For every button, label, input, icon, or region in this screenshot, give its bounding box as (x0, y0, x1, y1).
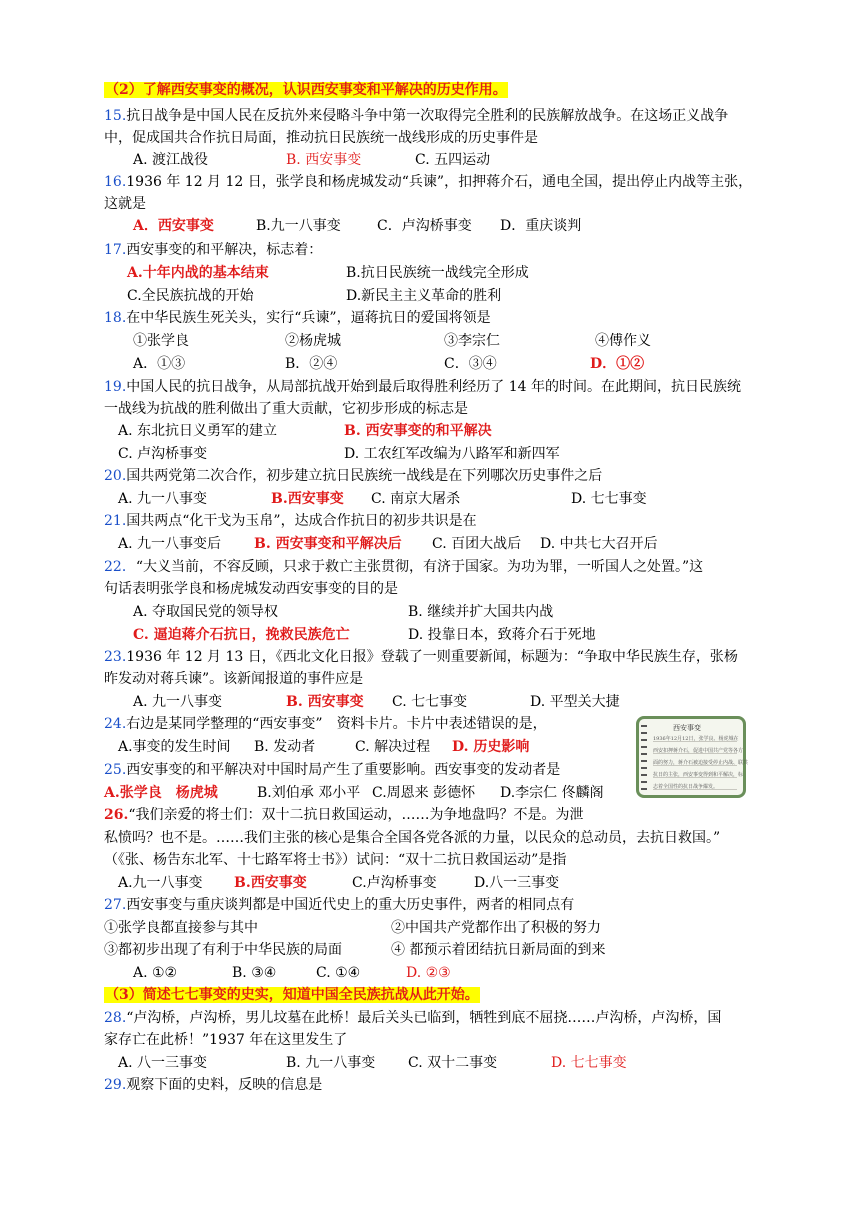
q23-option-d: D. 平型关大捷 (530, 694, 620, 710)
q20-line1: 20.国共两党第二次合作，初步建立抗日民族统一战线是在下列哪次历史事件之后 (104, 468, 603, 484)
card-binding-rings (641, 725, 647, 791)
q17-option-a: A.十年内战的基本结束 (127, 265, 269, 281)
q26-line3: （《张、杨告东北军、十七路军将士书》）试问：“双十二抗日救国运动”是指 (104, 852, 567, 868)
q16-option-d: D．重庆谈判 (500, 218, 582, 234)
q22-option-b: B. 继续并扩大国共内战 (408, 604, 554, 620)
q17-option-b: B.抗日民族统一战线完全形成 (346, 265, 529, 281)
q27-option-d: D. ②③ (406, 965, 451, 981)
q16-option-c: C．卢沟桥事变 (377, 218, 472, 234)
q23-option-b: B. 西安事变 (286, 694, 364, 710)
q20-option-c: C. 南京大屠杀 (371, 491, 461, 507)
q20-option-a: A. 九一八事变 (118, 491, 208, 507)
q16-option-b: B.九一八事变 (256, 218, 341, 234)
q16-line1: 16.1936 年 12 月 12 日，张学良和杨虎城发动“兵谏”，扣押蒋介石，通电全国，提出停止内战等主张， (104, 174, 753, 190)
xian-incident-card-image (636, 716, 749, 798)
q19-line1: 19.中国人民的抗日战争，从局部抗战开始到最后取得胜利经历了 14 年的时间。在此期间，抗日民族统 (104, 379, 741, 395)
q22-option-a: A. 夺取国民党的领导权 (133, 604, 279, 620)
q17-line1: 17.西安事变的和平解决，标志着： (104, 242, 323, 258)
q21-option-b: B. 西安事变和平解决后 (254, 536, 402, 552)
card-text-line: 1936年12月12日，张学良、杨虎城在 (653, 736, 739, 742)
q15-line1: 15.抗日战争是中国人民在反抗外来侵略斗争中第一次取得完全胜利的民族解放战争。在这场正义战争 (104, 108, 729, 124)
q18-option-d: D．①② (590, 356, 645, 372)
q19-option-a: A. 东北抗日义勇军的建立 (118, 423, 278, 439)
q17-option-d: D.新民主主义革命的胜利 (346, 288, 502, 304)
q27-item-3: ③都初步出现了有利于中华民族的局面 (104, 942, 342, 958)
q29-line1: 29.观察下面的史料，反映的信息是 (104, 1077, 323, 1093)
section-2-heading: （2）了解西安事变的概况，认识西安事变和平解决的历史作用。 (105, 82, 507, 98)
q26-line1: 26.“我们亲爱的将士们：双十二抗日救国运动，……为争地盘吗？不是。为泄 (104, 807, 584, 823)
q28-line1: 28.“卢沟桥，卢沟桥，男儿坟墓在此桥！最后关头已临到，牺牲到底不屈挠……卢沟桥，卢沟桥，国 (104, 1010, 722, 1026)
q26-option-c: C.卢沟桥事变 (352, 875, 437, 891)
q26-option-b: B.西安事变 (234, 875, 307, 891)
q19-option-b: B. 西安事变的和平解决 (344, 423, 492, 439)
q22-option-d: D. 投靠日本，致蒋介石于死地 (408, 627, 596, 643)
q18-item-4: ④傅作义 (595, 333, 651, 349)
q28-option-d: D. 七七事变 (551, 1055, 627, 1071)
q27-line1: 27.西安事变与重庆谈判都是中国近代史上的重大历史事件，两者的相同点有 (104, 897, 575, 913)
q21-option-c: C. 百团大战后 (432, 536, 522, 552)
q28-option-b: B. 九一八事变 (286, 1055, 376, 1071)
q18-option-a: A．①③ (133, 356, 186, 372)
card-text-line: 抗日的主张，西安事变得到和平解决，标 (653, 772, 744, 778)
q16-line2: 这就是 (104, 196, 146, 212)
q26-option-d: D.八一三事变 (474, 875, 560, 891)
q25-option-b: B.刘伯承 邓小平 (257, 785, 361, 801)
q26-line2: 私愤吗？也不是。……我们主张的核心是集合全国各党各派的力量，以民众的总动员，去抗日救国。” (104, 830, 721, 846)
q18-item-3: ③李宗仁 (444, 333, 500, 349)
q15-option-b: B. 西安事变 (286, 152, 362, 168)
card-text-line: 西安扣押蒋介石，促进中国共产党等各方 (653, 748, 744, 754)
q20-option-b: B.西安事变 (271, 491, 344, 507)
q28-option-a: A. 八一三事变 (118, 1055, 208, 1071)
q15-option-c: C. 五四运动 (415, 152, 491, 168)
q22-line1: 22．“大义当前，不容反顾，只求于救亡主张贯彻，有济于国家。为功为罪，一听国人之处置。”这 (104, 559, 704, 575)
card-text-line: 志着全国性的抗日战争爆发。 (653, 784, 719, 790)
q23-line2: 昨发动对蒋兵谏”。该新闻报道的事件应是 (104, 671, 364, 687)
q25-option-c: C.周恩来 彭德怀 (372, 785, 476, 801)
section-3-heading: （3）简述七七事变的史实，知道中国全民族抗战从此开始。 (105, 987, 479, 1003)
q24-option-a: A.事变的发生时间 (118, 739, 231, 755)
q27-option-a: A. ①② (133, 965, 178, 981)
q18-item-2: ②杨虎城 (285, 333, 341, 349)
card-text-line: 面的努力，蒋介石被迫接受停止内战、联共 (653, 760, 749, 766)
q22-option-c: C. 逼迫蒋介石抗日，挽救民族危亡 (133, 627, 350, 643)
q19-line2: 一战线为抗战的胜利做出了重大贡献，它初步形成的标志是 (104, 401, 468, 417)
q28-line2: 家存亡在此桥！”1937 年在这里发生了 (104, 1032, 348, 1048)
q25-line1: 25.西安事变的和平解决对中国时局产生了重要影响。西安事变的发动者是 (104, 762, 561, 778)
q27-option-b: B. ③④ (232, 965, 277, 981)
q17-option-c: C.全民族抗战的开始 (127, 288, 254, 304)
q24-option-d: D. 历史影响 (452, 739, 530, 755)
q18-option-b: B．②④ (285, 356, 338, 372)
q24-line1: 24.右边是某同学整理的“西安事变” 资料卡片。卡片中表述错误的是， (104, 716, 547, 732)
q15-option-a: A. 渡江战役 (133, 152, 209, 168)
q27-item-4: ④ 都预示着团结抗日新局面的到来 (391, 942, 606, 958)
card-title: 西安事变 (673, 724, 701, 732)
q18-option-c: C．③④ (444, 356, 497, 372)
q27-item-1: ①张学良都直接参与其中 (104, 920, 258, 936)
q20-option-d: D. 七七事变 (571, 491, 647, 507)
q23-option-a: A. 九一八事变 (133, 694, 223, 710)
q25-option-d: D.李宗仁 佟麟阁 (500, 785, 604, 801)
q24-option-c: C. 解决过程 (355, 739, 431, 755)
q21-option-d: D. 中共七大召开后 (540, 536, 658, 552)
q21-line1: 21.国共两点“化干戈为玉帛”，达成合作抗日的初步共识是在 (104, 513, 477, 529)
q22-line2: 句话表明张学良和杨虎城发动西安事变的目的是 (104, 581, 398, 597)
q24-option-b: B. 发动者 (254, 739, 316, 755)
q19-option-c: C. 卢沟桥事变 (118, 446, 208, 462)
q23-option-c: C. 七七事变 (392, 694, 468, 710)
q18-item-1: ①张学良 (133, 333, 189, 349)
q27-option-c: C. ①④ (316, 965, 361, 981)
q19-option-d: D. 工农红军改编为八路军和新四军 (344, 446, 560, 462)
q27-item-2: ②中国共产党都作出了积极的努力 (391, 920, 601, 936)
q25-option-a: A.张学良 杨虎城 (104, 785, 218, 801)
q15-line2: 中，促成国共合作抗日局面，推动抗日民族统一战线形成的历史事件是 (104, 130, 538, 146)
q23-line1: 23.1936 年 12 月 13 日，《西北文化日报》登载了一则重要新闻，标题为：“争取中华民族生存，张杨 (104, 649, 738, 665)
q16-option-a: A．西安事变 (133, 218, 214, 234)
q26-option-a: A.九一八事变 (118, 875, 203, 891)
q18-line1: 18.在中华民族生死关头，实行“兵谏”，逼蒋抗日的爱国将领是 (104, 310, 491, 326)
q28-option-c: C. 双十二事变 (408, 1055, 498, 1071)
q21-option-a: A. 九一八事变后 (118, 536, 222, 552)
